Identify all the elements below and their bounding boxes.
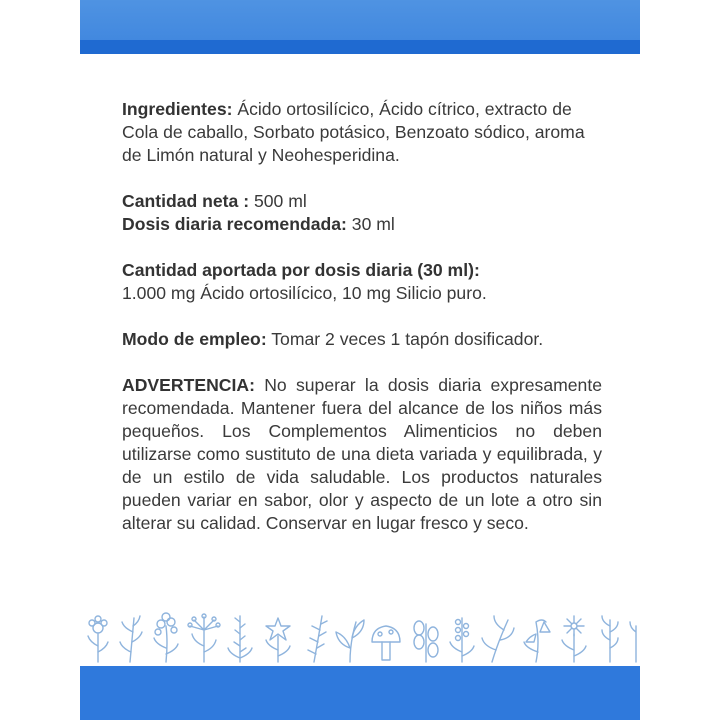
daily-dose-value: 30 ml: [351, 214, 395, 234]
dose-contribution-value: 1.000 mg Ácido ortosilícico, 10 mg Silicio puro.: [122, 283, 487, 303]
herb-illustration-strip: [80, 612, 640, 664]
usage-term: Modo de empleo: [122, 329, 261, 349]
net-quantity-value: 500 ml: [253, 191, 307, 211]
daily-dose-term: Dosis diaria recomendada: [122, 214, 342, 234]
usage-value: Tomar 2 veces 1 tapón dosificador.: [271, 329, 544, 349]
ingredients-term: Ingredientes: [122, 99, 227, 119]
bottom-blue-band: [80, 666, 640, 720]
dose-contribution-paragraph: [122, 259, 602, 305]
ingredients-value: Ácido ortosilícico, Ácido cítrico, extracto de Cola de caballo, Sorbato potásico, Benzoato sódico, aroma de Limón natural y Neohesperidina.: [122, 99, 585, 165]
label-text: [122, 98, 602, 558]
quantity-paragraph: Cantidad neta : 500 ml Dosis diaria recomendada: 30 ml: [122, 191, 395, 234]
ingredients-paragraph: Ingredientes: Ácido ortosilícico, Ácido cítrico, extracto de Cola de caballo, Sorbato potásico, Benzoato sódico, aroma de Limón natural y Neohesperidina.: [122, 99, 585, 165]
usage-paragraph: Modo de empleo: Tomar 2 veces 1 tapón dosificador.: [122, 329, 544, 349]
warning-paragraph: ADVERTENCIA: No superar la dosis diaria expresamente recomendada. Mantener fuera del alcance de los niños más pequeños. Los Complementos Alimenticios no deben utilizarse como sustituto de una dieta variada y equilibrada, y de un estilo de vida saludable. Los productos naturales pueden variar en sabor, olor y aspecto de un lote a otro sin alterar su calidad. Conservar en lugar fresco y seco.: [122, 375, 603, 533]
dose-contribution-term: Cantidad aportada por dosis diaria (30 ml):: [122, 260, 480, 280]
top-blue-stripe: [80, 40, 640, 54]
warning-value: No superar la dosis diaria expresamente recomendada. Mantener fuera del alcance de los niños más pequeños. Los Complementos Alimenticios no deben utilizarse como sustituto de una dieta variada y equilibrada, y de un estilo de vida saludable. Los productos naturales pueden variar en sabor, olor y aspecto de un lote a otro sin alterar su calidad. Conservar en lugar fresco y seco.: [122, 375, 603, 533]
herb-illustration-icon: [80, 612, 640, 664]
net-quantity-term: Cantidad neta: [122, 191, 239, 211]
warning-term: ADVERTENCIA: [122, 375, 250, 395]
